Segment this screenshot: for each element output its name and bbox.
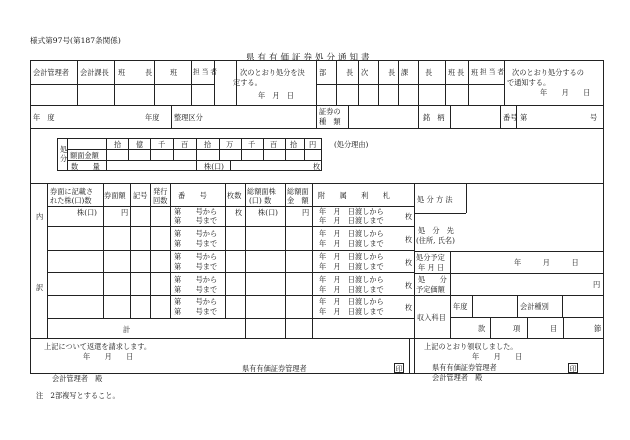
notice-right-1: 次のとおり処分するの xyxy=(512,68,584,77)
vline xyxy=(445,60,446,105)
row-to: 第 号まで xyxy=(174,307,218,316)
vline xyxy=(466,183,467,213)
row-from: 第 号から xyxy=(174,297,218,306)
col4-a: 発行 xyxy=(153,187,168,196)
date-left: 年 月 日 xyxy=(258,91,294,100)
row-from: 第 号から xyxy=(174,207,218,216)
row-divider-4 xyxy=(30,338,604,339)
vline xyxy=(316,60,317,105)
row-to: 第 号まで xyxy=(174,262,218,271)
label-kakaku-1: 処 分 xyxy=(418,275,447,284)
row-mai: 枚 xyxy=(405,281,413,290)
col8-a: 総額面 xyxy=(287,187,309,196)
vline xyxy=(414,338,415,374)
label-cho1: 長 xyxy=(346,68,354,77)
value-yotei-date: 年 月 日 xyxy=(514,258,579,267)
label-setsu: 節 xyxy=(594,324,602,333)
col7-b: (口) 数 xyxy=(249,196,272,205)
vline xyxy=(67,138,68,171)
vline xyxy=(173,138,174,160)
row-divider-2 xyxy=(30,128,604,129)
vline xyxy=(500,105,501,128)
label-ji: 次 xyxy=(361,68,369,77)
label-cho2: 長 xyxy=(388,68,396,77)
row-mai: 枚 xyxy=(405,258,413,267)
vline xyxy=(170,183,171,318)
col2: 券面額 xyxy=(104,191,126,200)
footer-right-date: 年 月 日 xyxy=(472,352,523,361)
label-ko: 項 xyxy=(513,324,521,333)
notice-left-2: 定する。 xyxy=(233,78,262,87)
row-mai: 枚 xyxy=(405,303,413,312)
vline xyxy=(285,183,286,338)
footer-right-line1: 上記のとおり領収しました。 xyxy=(424,342,518,351)
row-d2: 年 月 日渡しまで xyxy=(319,285,384,294)
vline xyxy=(196,138,197,160)
label-kabu: 株(口) xyxy=(204,162,224,171)
form-number: 様式第97号(第187条関係) xyxy=(30,36,121,45)
side-label-uchi: 内 xyxy=(36,212,44,221)
vline xyxy=(527,317,528,338)
vline xyxy=(241,138,242,160)
label-shobun: 処分 xyxy=(60,145,68,163)
col8-b: 金 額 xyxy=(287,196,309,205)
label-han-r: 班 xyxy=(448,68,456,77)
unit-7: 百 xyxy=(270,140,278,149)
vline xyxy=(106,138,107,160)
unit-5: 万 xyxy=(226,140,234,149)
label-go: 号 xyxy=(590,113,598,122)
vline xyxy=(150,183,151,318)
side-label-wake: 訳 xyxy=(36,283,44,292)
label-cho: 長 xyxy=(145,68,153,77)
unit-8: 拾 xyxy=(290,140,298,149)
vline xyxy=(563,317,564,338)
vline xyxy=(490,317,491,338)
seal-right: 印 xyxy=(569,365,577,373)
row-d2: 年 月 日渡しまで xyxy=(319,239,384,248)
row-mai: 枚 xyxy=(405,235,413,244)
col4-b: 回数 xyxy=(153,196,168,205)
hline xyxy=(414,213,466,214)
vline xyxy=(130,183,131,318)
label-seiri: 整理区分 xyxy=(174,113,203,122)
col1-a: 券面に記載さ xyxy=(50,187,94,196)
vline xyxy=(409,338,410,374)
label-dai: 第 xyxy=(520,113,528,122)
page-title: 県有有価証券処分通知書 xyxy=(246,53,373,63)
row-to: 第 号まで xyxy=(174,216,218,225)
vline xyxy=(128,138,129,160)
label-shurui: 種 類 xyxy=(319,117,341,126)
vline xyxy=(245,183,246,338)
label-tanto-r: 担 当 者 xyxy=(480,68,504,76)
vline xyxy=(219,138,220,160)
vline xyxy=(562,295,563,317)
col7-a: 総額面株 xyxy=(247,187,276,196)
vline xyxy=(312,183,313,338)
row1-kabu: 株(口) xyxy=(77,208,97,217)
vline xyxy=(517,295,518,317)
vline xyxy=(304,138,305,160)
label-meigara: 銘 柄 xyxy=(423,113,445,122)
vline xyxy=(114,60,115,105)
row-d1: 年 月 日渡しから xyxy=(319,297,384,306)
date-right: 年 月 日 xyxy=(540,88,591,97)
vline xyxy=(196,160,197,171)
row1-en2: 円 xyxy=(302,208,310,217)
row-d2: 年 月 日渡しまで xyxy=(319,307,384,316)
vline xyxy=(418,60,419,105)
vline xyxy=(191,60,192,105)
hline xyxy=(414,295,604,296)
label-nendo: 年 度 xyxy=(33,113,55,122)
label-yotei-2: 年 月 日 xyxy=(418,263,445,272)
vline xyxy=(316,105,317,128)
label-mai: 枚 xyxy=(313,162,321,171)
unit-0: 拾 xyxy=(114,140,122,149)
row-to: 第 号まで xyxy=(174,285,218,294)
label-yotei-1: 処分予定 xyxy=(416,253,445,262)
footer-left-to: 会計管理者 殿 xyxy=(52,374,103,383)
unit-2: 千 xyxy=(158,140,166,149)
row-d2: 年 月 日渡しまで xyxy=(319,262,384,271)
row-d1: 年 月 日渡しから xyxy=(319,252,384,261)
label-nendo-r: 年度 xyxy=(453,302,468,311)
vline xyxy=(414,183,415,338)
approval-divider-left xyxy=(30,84,214,85)
col3: 記号 xyxy=(133,191,148,200)
label-moku: 目 xyxy=(550,324,558,333)
vline xyxy=(378,60,379,105)
notice-right-2: で通知する。 xyxy=(507,78,551,87)
vline xyxy=(450,251,451,338)
row1-en: 円 xyxy=(121,208,129,217)
footer-left-manager: 県有有価証券管理者 xyxy=(242,364,307,373)
label-han2-r: 班 xyxy=(471,68,479,77)
label-kaikei-shubetsu: 会計種別 xyxy=(520,302,549,311)
label-gakumen: 額面金額 xyxy=(70,151,99,160)
label-total: 計 xyxy=(123,325,131,334)
label-shunyu: 収入科目 xyxy=(417,313,446,322)
row-d2: 年 月 日渡しまで xyxy=(319,216,384,225)
label-cho4: 長 xyxy=(457,68,465,77)
label-kakaku-2: 予定価額 xyxy=(416,285,445,294)
vline xyxy=(171,105,172,128)
hline xyxy=(414,251,604,252)
label-han2: 班 xyxy=(170,68,178,77)
value-nendo: 年度 xyxy=(145,113,160,122)
label-riyu: (処分理由) xyxy=(334,140,369,149)
footer-left-date: 年 月 日 xyxy=(83,352,134,361)
col9: 附 属 利 札 xyxy=(318,191,390,200)
footnote: 注 2部複写とすること。 xyxy=(36,391,120,400)
label-kacho: 会計課長 xyxy=(80,68,109,77)
seal-left: 印 xyxy=(395,365,403,373)
label-kaikei: 会計管理者 xyxy=(33,68,69,77)
label-shoken: 証券の xyxy=(319,107,341,116)
vline xyxy=(472,295,473,317)
vline xyxy=(106,160,107,171)
vline xyxy=(285,138,286,160)
unit-6: 千 xyxy=(248,140,256,149)
label-suryo: 数 量 xyxy=(71,162,100,171)
notice-left-1: 次のとおり処分を決 xyxy=(240,68,305,77)
row-divider-3 xyxy=(30,183,604,184)
label-en: 円 xyxy=(593,280,601,289)
col1-b: れた株(口)数 xyxy=(50,196,92,205)
unit-1: 億 xyxy=(136,140,144,149)
vline xyxy=(504,60,505,105)
vline xyxy=(398,60,399,105)
label-han: 班 xyxy=(118,68,126,77)
label-kan: 款 xyxy=(478,324,486,333)
footer-right-manager: 県有有価証券管理者 xyxy=(432,363,497,372)
row-from: 第 号から xyxy=(174,229,218,238)
vline xyxy=(77,60,78,105)
vline xyxy=(150,138,151,160)
row-d1: 年 月 日渡しから xyxy=(319,275,384,284)
vline xyxy=(358,60,359,105)
unit-9: 円 xyxy=(309,140,317,149)
label-tanto: 担 当 者 xyxy=(193,68,217,76)
row1-kabu2: 株(口) xyxy=(258,208,278,217)
hline xyxy=(47,318,414,319)
vline xyxy=(418,105,419,128)
vline xyxy=(225,183,226,318)
row-from: 第 号から xyxy=(174,252,218,261)
vline xyxy=(336,60,337,105)
hline xyxy=(414,273,604,274)
vline xyxy=(154,60,155,105)
label-hoho: 処 分 方 法 xyxy=(417,195,453,204)
row-d1: 年 月 日渡しから xyxy=(319,229,384,238)
row-divider-1 xyxy=(30,105,604,106)
label-bango: 番号 xyxy=(503,113,518,122)
row-d1: 年 月 日渡しから xyxy=(319,207,384,216)
label-saki-1: 処 分 先 xyxy=(418,226,454,235)
row-from: 第 号から xyxy=(174,275,218,284)
approval-divider-right xyxy=(316,84,504,85)
unit-3: 百 xyxy=(181,140,189,149)
unit-4: 拾 xyxy=(204,140,212,149)
footer-left-line1: 上記について返還を請求します。 xyxy=(44,342,152,351)
label-saki-2: (住所, 氏名) xyxy=(416,236,455,245)
label-cho3: 長 xyxy=(425,68,433,77)
vline xyxy=(263,138,264,160)
footer-right-to: 会計管理者 殿 xyxy=(432,373,483,382)
vline xyxy=(214,60,215,105)
vline xyxy=(230,160,231,171)
row-mai: 枚 xyxy=(405,212,413,221)
col5: 番 号 xyxy=(178,191,207,200)
row1-mai: 枚 xyxy=(235,208,243,217)
label-bu: 部 xyxy=(319,68,327,77)
vline xyxy=(103,183,104,318)
vline xyxy=(450,105,451,128)
col6: 枚数 xyxy=(227,191,242,200)
row-to: 第 号まで xyxy=(174,239,218,248)
label-ka: 課 xyxy=(401,68,409,77)
vline xyxy=(468,60,469,105)
vline xyxy=(348,105,349,128)
